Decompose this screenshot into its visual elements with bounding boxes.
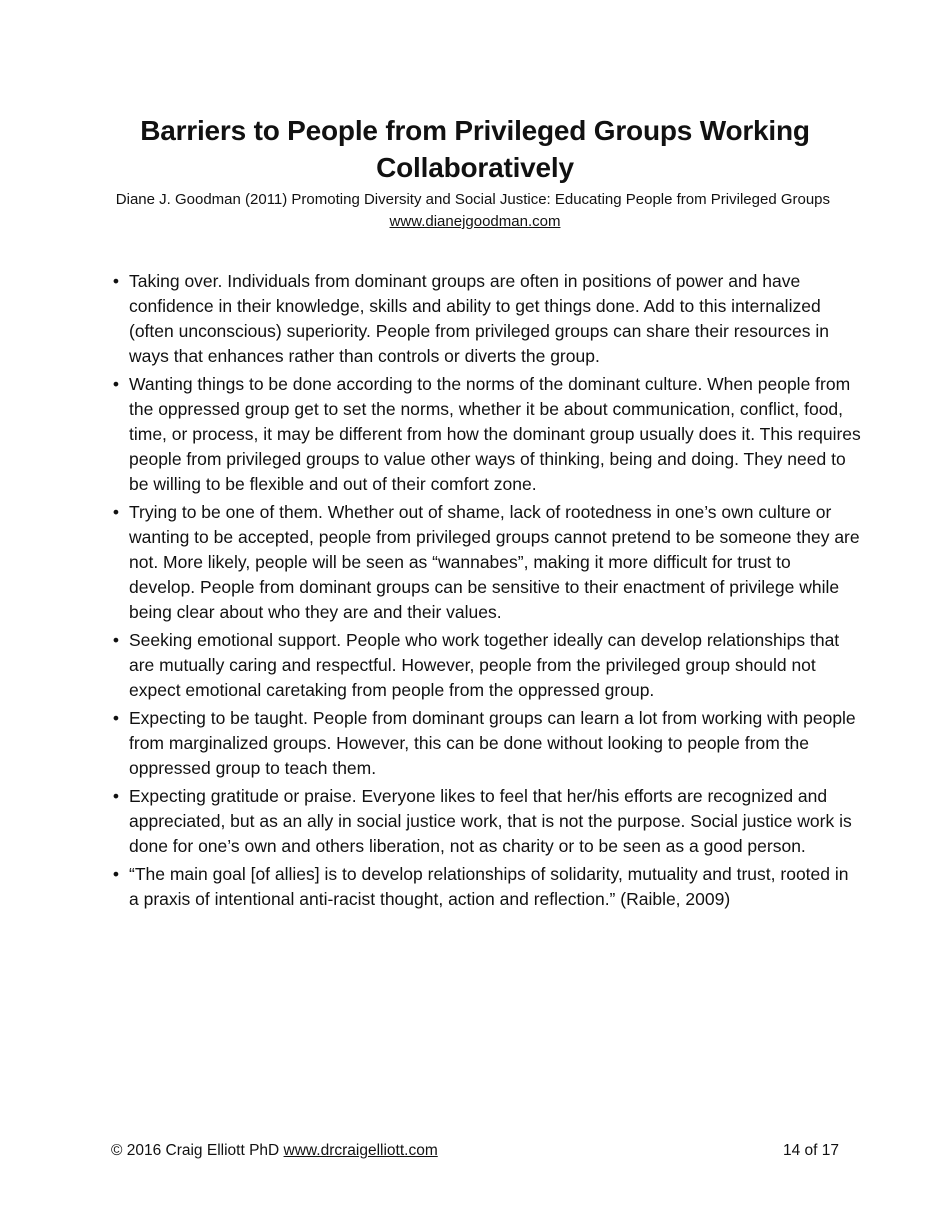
list-item-text: “The main goal [of allies] is to develop relationships of solidarity, mutuality and trust, rooted in a praxis of intentional anti-racist thought, action and reflection.” (Raible, 2009)	[129, 864, 849, 909]
list-item-text: Trying to be one of them. Whether out of shame, lack of rootedness in one’s own culture or wanting to be accepted, people from privileged groups cannot pretend to be someone they are not. More likely, people will be seen as “wannabes”, making it more difficult for trust to develop. People from dominant groups can be sensitive to their enactment of privilege while being clear about who they are and their values.	[129, 502, 860, 622]
list-item-text: Wanting things to be done according to the norms of the dominant culture. When people from the oppressed group get to set the norms, whether it be about communication, conflict, food, time, or process, it may be different from how the dominant group usually does it. This requires people from privileged groups to value other ways of thinking, being and doing. They need to be willing to be flexible and out of their comfort zone.	[129, 374, 861, 494]
bullet-icon: •	[112, 708, 120, 728]
copyright-text: © 2016 Craig Elliott PhD	[111, 1142, 280, 1159]
list-item	[112, 706, 861, 781]
bullet-icon: •	[112, 271, 120, 291]
bullet-icon: •	[112, 786, 120, 806]
page-indicator: 14 of 17	[782, 1142, 839, 1159]
list-item-text: Expecting gratitude or praise. Everyone likes to feel that her/his efforts are recognized and appreciated, but as an ally in social justice work, that is not the purpose. Social justice work is done for one’s own and others liberation, not as charity or to be seen as a good person.	[129, 786, 852, 856]
bullet-icon: •	[112, 630, 120, 650]
footer-credit	[111, 1141, 438, 1161]
list-item-text: Taking over. Individuals from dominant groups are often in positions of power and have confidence in their knowledge, skills and ability to get things done. Add to this internalized (often unconscious) superiority. People from privileged groups can share their resources in ways that enhances rather than controls or diverts the group.	[129, 271, 830, 366]
citation	[110, 189, 840, 233]
list-item	[112, 372, 861, 497]
list-item	[112, 628, 861, 703]
bullet-icon: •	[112, 502, 120, 522]
list-item-text: Seeking emotional support. People who work together ideally can develop relationships that are mutually caring and respectful. However, people from the privileged group should not expect emotional caretaking from people from the oppressed group.	[129, 630, 840, 700]
list-item	[112, 862, 861, 912]
barriers-list	[110, 269, 861, 915]
list-item	[112, 269, 861, 369]
list-item	[112, 784, 861, 859]
citation-link[interactable]: www.dianejgoodman.com	[389, 213, 561, 230]
citation-text: Diane J. Goodman (2011) Promoting Diversity and Social Justice: Educating People from Privileged Groups	[115, 191, 831, 208]
footer-link[interactable]: www.drcraigelliott.com	[283, 1142, 438, 1159]
list-item	[112, 500, 861, 625]
page-title: Barriers to People from Privileged Groups Working Collaboratively	[140, 115, 810, 183]
list-item-text: Expecting to be taught. People from dominant groups can learn a lot from working with people from marginalized groups. However, this can be done without looking to people from the oppressed group to teach them.	[129, 708, 856, 778]
bullet-icon: •	[112, 374, 120, 394]
bullet-icon: •	[112, 864, 120, 884]
